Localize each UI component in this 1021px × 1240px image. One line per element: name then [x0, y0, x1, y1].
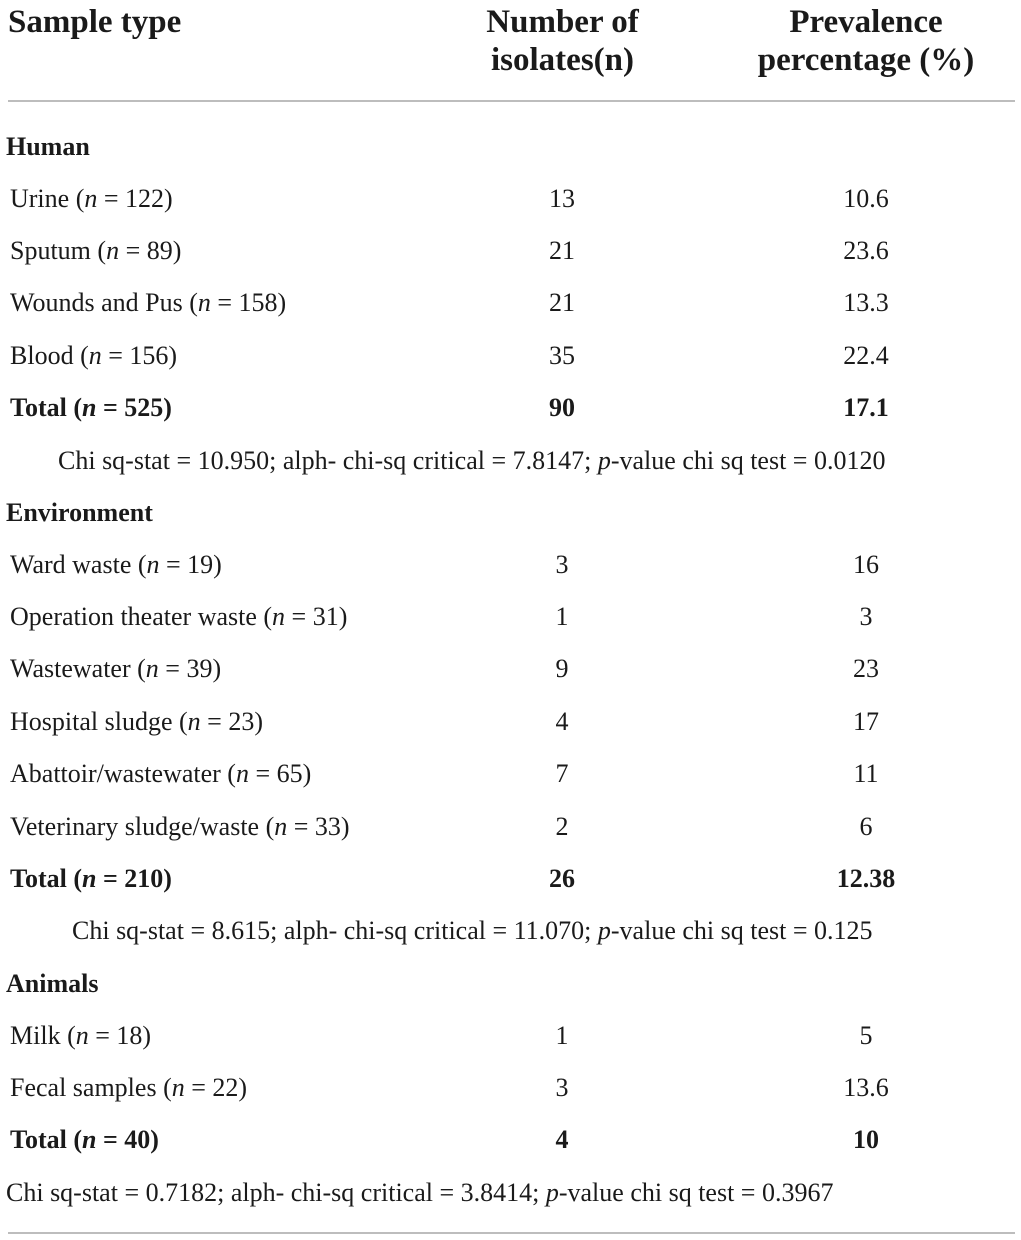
header-divider — [8, 100, 1015, 102]
total-row-human — [0, 382, 1021, 434]
sample-type-cell: Ward waste (n = 19) — [10, 550, 222, 579]
chi-square-stats-animals: Chi sq-stat = 0.7182; alph- chi-sq critical = 3.8414; p-value chi sq test = 0.3967 — [6, 1178, 834, 1207]
table-row — [0, 696, 1021, 748]
isolates-cell: 7 — [555, 759, 569, 788]
prevalence-cell: 23 — [853, 654, 879, 683]
isolates-cell: 2 — [555, 812, 569, 841]
isolates-cell: 21 — [549, 288, 575, 317]
sample-type-cell: Hospital sludge (n = 23) — [10, 707, 263, 736]
total-isolates-cell: 26 — [549, 864, 575, 893]
table-row — [0, 277, 1021, 329]
isolates-cell: 4 — [555, 707, 569, 736]
isolates-cell: 9 — [555, 654, 569, 683]
total-prevalence-cell: 17.1 — [843, 393, 889, 422]
total-label-cell: Total (n = 210) — [10, 864, 172, 893]
table-row — [0, 173, 1021, 225]
prevalence-cell: 16 — [853, 550, 879, 579]
table-row — [0, 1010, 1021, 1062]
column-header-prevalence: Prevalence percentage (%) — [757, 4, 975, 78]
prevalence-cell: 13.3 — [843, 288, 889, 317]
sample-type-cell: Operation theater waste (n = 31) — [10, 602, 348, 631]
sample-type-cell: Urine (n = 122) — [10, 184, 173, 213]
sample-type-cell: Blood (n = 156) — [10, 341, 178, 370]
sample-type-cell: Veterinary sludge/waste (n = 33) — [10, 812, 350, 841]
table-bottom-divider — [8, 1232, 1015, 1234]
sample-type-cell: Wounds and Pus (n = 158) — [10, 288, 287, 317]
prevalence-cell: 3 — [859, 602, 873, 631]
total-row-animals — [0, 1114, 1021, 1166]
total-isolates-cell: 90 — [549, 393, 575, 422]
isolates-cell: 3 — [555, 550, 569, 579]
sample-type-cell: Fecal samples (n = 22) — [10, 1073, 248, 1102]
isolates-cell: 1 — [555, 1021, 569, 1050]
prevalence-cell: 22.4 — [843, 341, 889, 370]
isolates-cell: 21 — [549, 236, 575, 265]
prevalence-cell: 6 — [859, 812, 873, 841]
table-row — [0, 330, 1021, 382]
total-label-cell: Total (n = 525) — [10, 393, 172, 422]
isolates-cell: 1 — [555, 602, 569, 631]
isolates-cell: 35 — [549, 341, 575, 370]
sample-type-cell: Abattoir/wastewater (n = 65) — [10, 759, 312, 788]
group-heading-environment: Environment — [6, 498, 153, 527]
table-row — [0, 1062, 1021, 1114]
prevalence-cell: 23.6 — [843, 236, 889, 265]
total-row-environment — [0, 853, 1021, 905]
isolates-cell: 3 — [555, 1073, 569, 1102]
chi-square-stats-human: Chi sq-stat = 10.950; alph- chi-sq critical = 7.8147; p-value chi sq test = 0.0120 — [58, 446, 886, 475]
table-row — [0, 539, 1021, 591]
table-row — [0, 801, 1021, 853]
total-prevalence-cell: 10 — [853, 1125, 879, 1154]
prevalence-cell: 13.6 — [843, 1073, 889, 1102]
column-header-sample-type: Sample type — [8, 4, 182, 40]
group-heading-human: Human — [6, 132, 90, 161]
table-row — [0, 591, 1021, 643]
prevalence-cell: 17 — [853, 707, 879, 736]
prevalence-cell: 10.6 — [843, 184, 889, 213]
prevalence-cell: 11 — [853, 759, 879, 788]
prevalence-cell: 5 — [859, 1021, 873, 1050]
table-row — [0, 225, 1021, 277]
table-row — [0, 748, 1021, 800]
column-header-number-of-isolates: Number of isolates(n) — [486, 4, 639, 78]
chi-square-stats-environment: Chi sq-stat = 8.615; alph- chi-sq critical = 11.070; p-value chi sq test = 0.125 — [72, 916, 873, 945]
sample-type-cell: Sputum (n = 89) — [10, 236, 182, 265]
isolates-cell: 13 — [549, 184, 575, 213]
total-isolates-cell: 4 — [555, 1125, 569, 1154]
sample-type-cell: Wastewater (n = 39) — [10, 654, 222, 683]
group-heading-animals: Animals — [6, 969, 99, 998]
table-row — [0, 643, 1021, 695]
total-label-cell: Total (n = 40) — [10, 1125, 159, 1154]
sample-type-cell: Milk (n = 18) — [10, 1021, 152, 1050]
total-prevalence-cell: 12.38 — [836, 864, 896, 893]
